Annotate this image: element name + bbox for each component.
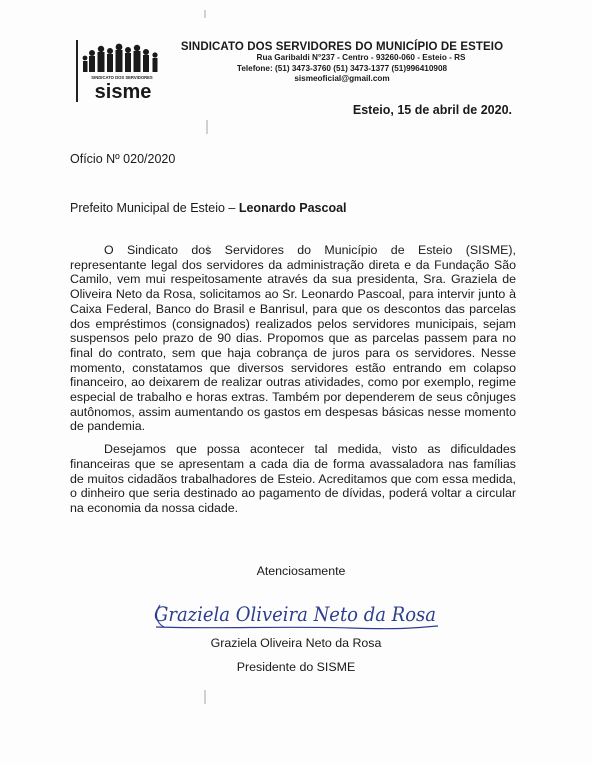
recipient-title: Prefeito Municipal de Esteio – <box>70 201 239 215</box>
logo-wordmark: sisme <box>94 81 152 102</box>
organization-phone: Telefone: (51) 3473-3760 (51) 3473-1377 (51)996410908 <box>236 63 448 73</box>
sisme-logo <box>76 40 166 102</box>
svg-text:SINDICATO DOS SERVIDORES: SINDICATO DOS SERVIDORES <box>91 75 153 80</box>
signer-title: Presidente do SISME <box>236 660 356 674</box>
closing-text: Atenciosamente <box>256 564 346 578</box>
letter-reference: Ofício Nº 020/2020 <box>70 152 176 166</box>
recipient-name: Leonardo Pascoal <box>238 201 347 215</box>
svg-text:Graziela Oliveira Neto da Rosa: Graziela Oliveira Neto da Rosa <box>154 602 436 626</box>
letter-body <box>70 243 516 524</box>
handwritten-signature <box>150 593 442 637</box>
signer-name: Graziela Oliveira Neto da Rosa <box>210 636 382 650</box>
organization-email: sismeoficial@gmail.com <box>294 74 390 83</box>
scan-speck <box>204 10 206 18</box>
letterhead <box>172 41 512 85</box>
body-paragraph: Desejamos que possa acontecer tal medida, visto as dificuldades financeiras que se apresentam a cada dia de forma avassaladora nas famílias de muitos cidadãos trabalhadores de Esteio. Acreditamos que com essa medida, o dinheiro que seria destinado ao pagamento de dívidas, poderá voltar a circular na economia da nossa cidade. <box>70 442 516 515</box>
scan-speck <box>206 120 208 134</box>
organization-address: Rua Garibaldi N°237 - Centro - 93260-060 - Esteio - RS <box>256 53 466 62</box>
closing-salutation <box>0 564 592 578</box>
organization-name: SINDICATO DOS SERVIDORES DO MUNICÍPIO DE ESTEIO <box>180 41 504 53</box>
scan-speck <box>204 690 206 704</box>
recipient-line <box>70 201 347 215</box>
letter-date: Esteio, 15 de abril de 2020. <box>352 103 512 117</box>
body-paragraph: O Sindicato dos Servidores do Município de Esteio (SISME), representante legal dos servidores da administração direta e da Fundação São Camilo, vem mui respeitosamente através da sua presidenta, Sra. Graziela de Oliveira Neto da Rosa, solicitamos ao Sr. Leonardo Pascoal, para intervir junto à Caixa Federal, Banco do Brasil e Banrisul, para que os descontos das parcelas dos empréstimos (consignados) realizados pelos servidores municipais, sejam suspensos pelo prazo de 90 dias. Propomos que as parcelas passem para no final do contrato, sem que haja cobrança de juros para os servidores. Nesse momento, constatamos que diversos servidores estão entrando em colapso financeiro, ao deixarem de realizar outras atividades, como por exemplo, regime especial de trabalho e horas extras. Também por dependerem de seus cônjuges autônomos, assim aumentando os gastos em despesas básicas nesse momento de pandemia. <box>70 243 516 434</box>
logo-graphic <box>76 40 166 102</box>
